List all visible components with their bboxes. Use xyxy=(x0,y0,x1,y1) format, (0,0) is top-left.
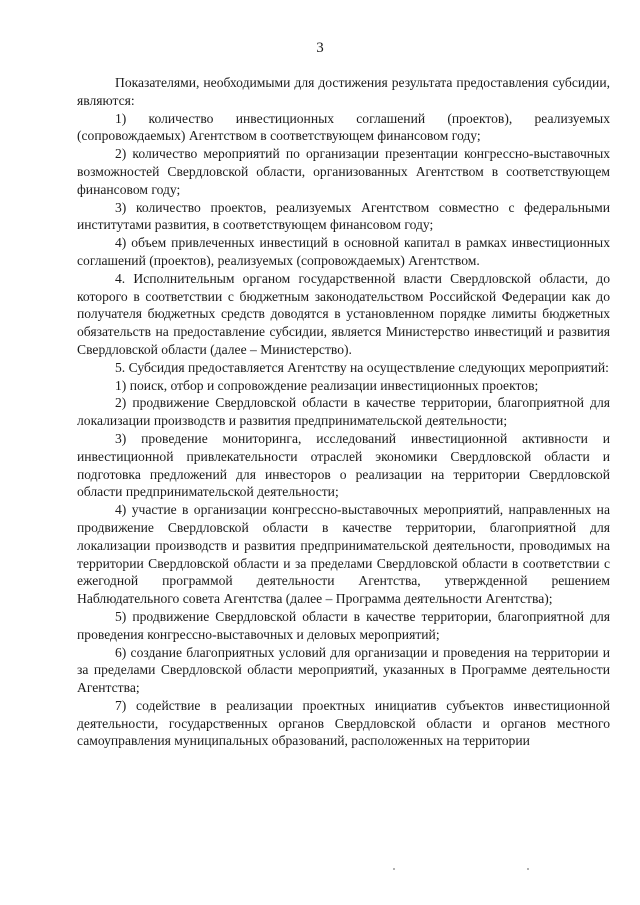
paragraph-indicator-3: 3) количество проектов, реализуемых Агентством совместно с федеральными институтами развития, в соответствующем финансовом году; xyxy=(77,199,610,233)
paragraph-activity-3: 3) проведение мониторинга, исследований инвестиционной активности и инвестиционной привлекательности отраслей экономики Свердловской области и подготовка предложений для инвесторов о реализации на территории Свердловской области предпринимательской деятельности; xyxy=(77,430,610,500)
paragraph-indicator-4: 4) объем привлеченных инвестиций в основной капитал в рамках инвестиционных соглашений (проектов), реализуемых (сопровождаемых) Агентством. xyxy=(77,235,610,268)
page-number: 3 xyxy=(316,40,324,56)
paragraph-activity-7: 7) содействие в реализации проектных инициатив субъектов инвестиционной деятельности, государственных органов Свердловской области и органов местного самоуправления муниципальных образований, расположенных на территории xyxy=(77,697,610,749)
scan-speck xyxy=(393,868,395,870)
document-body xyxy=(77,74,610,750)
paragraph-activity-4: 4) участие в организации конгрессно-выставочных мероприятий, направленных на продвижение Свердловской области в качестве территории, благоприятной для локализации производств и развития предпринимательской деятельности, проводимых на территории Свердловской области и за пределами Свердловской области в соответствии с ежегодной программой деятельности Агентства, утвержденной решением Наблюдательного совета Агентства (далее – Программа деятельности Агентства); xyxy=(77,502,610,607)
scan-speck xyxy=(527,868,529,870)
paragraph-indicator-2: 2) количество мероприятий по организации презентации конгрессно-выставочных возможностей Свердловской области, организованных Агентством в соответствующем финансовом году; xyxy=(77,146,610,197)
paragraph-clause-4: 4. Исполнительным органом государственной власти Свердловской области, до которого в соответствии с бюджетным законодательством Российской Федерации как до получателя бюджетных средств доводятся в установленном порядке лимиты бюджетных обязательств на предоставление субсидии, является Министерство инвестиций и развития Свердловской области (далее – Министерство). xyxy=(77,270,610,357)
paragraph-activity-6: 6) создание благоприятных условий для организации и проведения на территории и за пределами Свердловской области мероприятий, указанных в Программе деятельности Агентства; xyxy=(77,644,610,696)
paragraph-activity-2: 2) продвижение Свердловской области в качестве территории, благоприятной для локализации производств и развития предпринимательской деятельности; xyxy=(77,395,610,429)
paragraph-indicator-1: 1) количество инвестиционных соглашений (проектов), реализуемых (сопровождаемых) Агентством в соответствующем финансовом году; xyxy=(77,110,610,144)
paragraph-indicators-intro: Показателями, необходимыми для достижения результата предоставления субсидии, являются: xyxy=(77,75,610,108)
paragraph-clause-5: 5. Субсидия предоставляется Агентству на осуществление следующих мероприятий: xyxy=(115,359,609,375)
paragraph-activity-5: 5) продвижение Свердловской области в качестве территории, благоприятной для проведения конгрессно-выставочных и деловых мероприятий; xyxy=(77,608,610,642)
paragraph-activity-1: 1) поиск, отбор и сопровождение реализации инвестиционных проектов; xyxy=(115,377,539,393)
